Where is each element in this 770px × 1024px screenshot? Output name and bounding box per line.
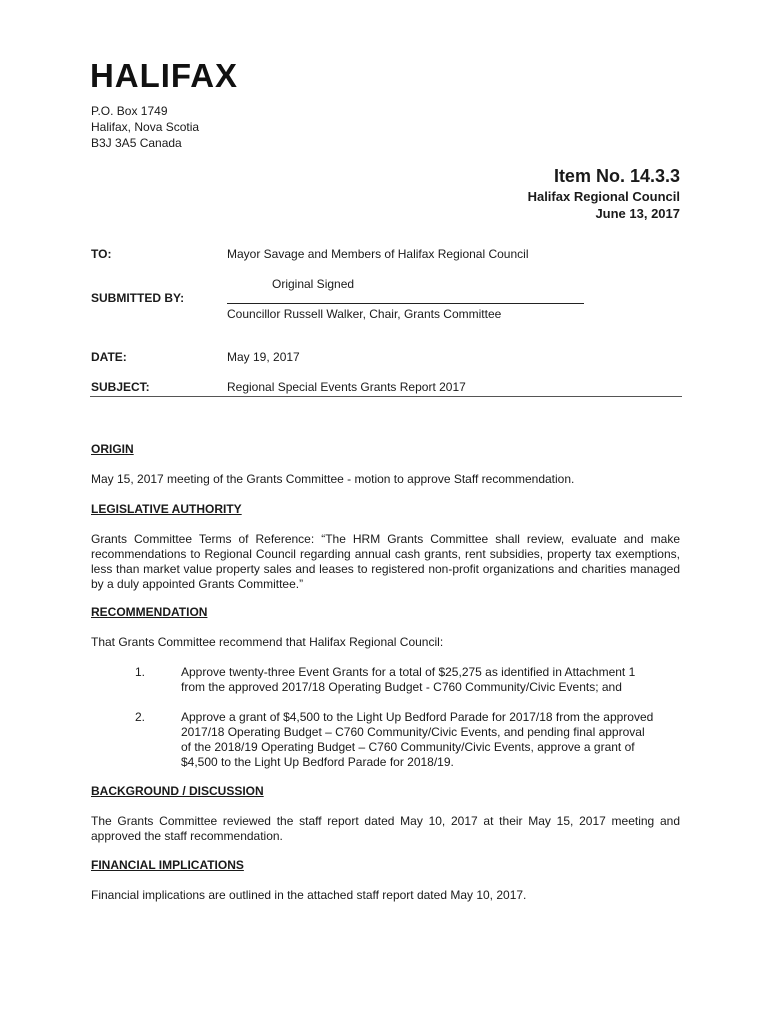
item-date: June 13, 2017: [595, 206, 680, 221]
item-council: Halifax Regional Council: [527, 189, 680, 204]
submitted-by-label: SUBMITTED BY:: [91, 291, 185, 305]
halifax-logo: [90, 60, 240, 88]
signature-note: Original Signed: [272, 277, 355, 291]
origin-text: May 15, 2017 meeting of the Grants Committee - motion to approve Staff recommendation.: [91, 472, 575, 486]
address-line: P.O. Box 1749: [91, 104, 168, 118]
recommendation-intro: That Grants Committee recommend that Halifax Regional Council:: [91, 635, 444, 649]
date-value: May 19, 2017: [227, 350, 300, 364]
recommendation-item-line: $4,500 to the Light Up Bedford Parade for 2018/19.: [181, 755, 454, 769]
background-heading: BACKGROUND / DISCUSSION: [91, 784, 264, 798]
to-value: Mayor Savage and Members of Halifax Regional Council: [227, 247, 529, 261]
to-label: TO:: [91, 247, 112, 261]
address-line: Halifax, Nova Scotia: [91, 120, 200, 134]
agenda-item-block: [528, 165, 680, 222]
recommendation-item-number: 2.: [135, 710, 146, 724]
recommendation-item-line: from the approved 2017/18 Operating Budget - C760 Community/Civic Events; and: [181, 680, 622, 694]
address-line: B3J 3A5 Canada: [91, 136, 182, 150]
legislative-authority-heading: LEGISLATIVE AUTHORITY: [91, 502, 242, 516]
recommendation-item-line: Approve a grant of $4,500 to the Light Up Bedford Parade for 2017/18 from the approved: [181, 710, 654, 724]
financial-heading: FINANCIAL IMPLICATIONS: [91, 858, 244, 872]
date-label: DATE:: [91, 350, 127, 364]
logo-text: HALIFAX: [90, 60, 238, 88]
recommendation-item: [181, 665, 681, 695]
financial-text: Financial implications are outlined in the attached staff report dated May 10, 2017.: [91, 888, 527, 902]
recommendation-item-line: Approve twenty-three Event Grants for a total of $25,275 as identified in Attachment 1: [181, 665, 636, 679]
signature-line: [227, 303, 584, 304]
recommendation-item-line: of the 2018/19 Operating Budget – C760 Community/Civic Events, approve a grant of: [181, 740, 635, 754]
recommendation-heading: RECOMMENDATION: [91, 605, 208, 619]
background-text: The Grants Committee reviewed the staff report dated May 10, 2017 at their May 15, 2017 meeting and approved the staff recommendation.: [91, 814, 680, 843]
item-number: Item No. 14.3.3: [553, 166, 680, 186]
origin-heading: ORIGIN: [91, 442, 134, 456]
recommendation-item: [181, 710, 681, 770]
header-divider: [90, 396, 682, 397]
recommendation-item-number: 1.: [135, 665, 146, 679]
submitted-by-value: Councillor Russell Walker, Chair, Grants Committee: [227, 307, 502, 321]
subject-value: Regional Special Events Grants Report 2017: [227, 380, 466, 394]
subject-label: SUBJECT:: [91, 380, 150, 394]
mailing-address: [91, 103, 199, 151]
recommendation-item-line: 2017/18 Operating Budget – C760 Community/Civic Events, and pending final approval: [181, 725, 645, 739]
legislative-authority-text: Grants Committee Terms of Reference: “The HRM Grants Committee shall review, evaluate and make recommendations to Regional Council regarding annual cash grants, rent subsidies, property tax exemptions, less than market value property sales and leases to registered non-profit organizations and charities managed by a duly appointed Grants Committee.”: [91, 532, 680, 591]
